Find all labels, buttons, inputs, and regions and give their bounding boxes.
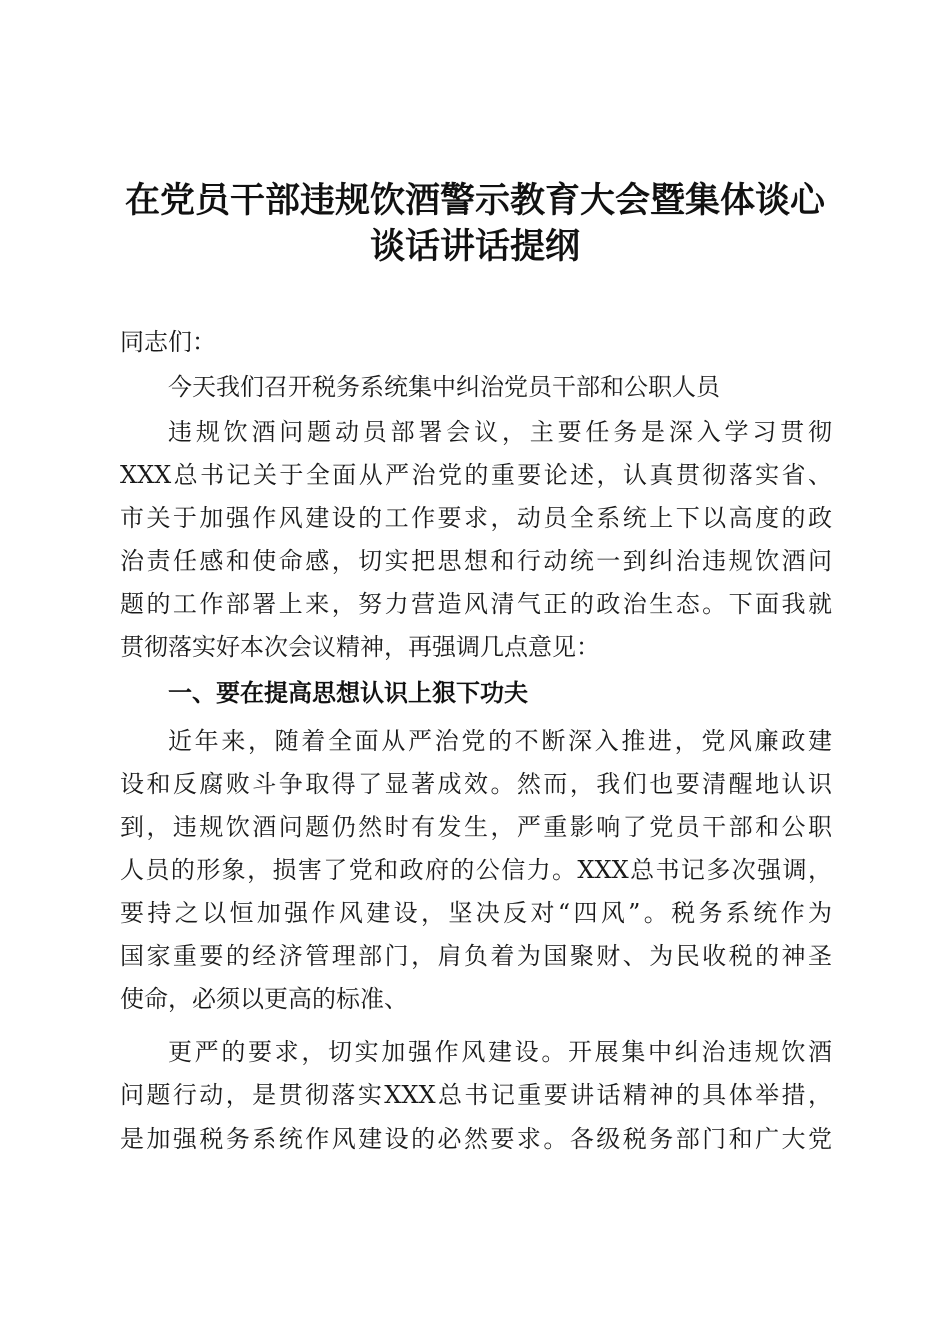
paragraph-line: 题的工作部署上来，努力营造风清气正的政治生态。下面我就 — [120, 590, 832, 618]
paragraph-line: 设和反腐败斗争取得了显著成效。然而，我们也要清醒地认识 — [120, 770, 832, 798]
paragraph-line: 是加强税务系统作风建设的必然要求。各级税务部门和广大党 — [120, 1125, 832, 1153]
paragraph-line: 近年来，随着全面从严治党的不断深入推进，党风廉政建 — [168, 727, 832, 755]
paragraph-line: 使命，必须以更高的标准、 — [120, 985, 408, 1013]
paragraph-line: 到，违规饮酒问题仍然时有发生，严重影响了党员干部和公职 — [120, 813, 832, 841]
paragraph-line: 贯彻落实好本次会议精神，再强调几点意见： — [120, 633, 600, 661]
paragraph-line: 今天我们召开税务系统集中纠治党员干部和公职人员 — [168, 373, 720, 401]
paragraph-line: 要持之以恒加强作风建设，坚决反对“四风”。税务系统作为 — [120, 899, 832, 927]
paragraph-line: 人员的形象，损害了党和政府的公信力。XXX总书记多次强调， — [120, 856, 832, 884]
paragraph-line: 治责任感和使命感，切实把思想和行动统一到纠治违规饮酒问 — [120, 547, 832, 575]
paragraph-line: XXX总书记关于全面从严治党的重要论述，认真贯彻落实省、 — [120, 461, 832, 489]
salutation: 同志们： — [120, 328, 216, 356]
paragraph-line: 国家重要的经济管理部门，肩负着为国聚财、为民收税的神圣 — [120, 942, 832, 970]
paragraph-line: 违规饮酒问题动员部署会议，主要任务是深入学习贯彻 — [168, 418, 832, 446]
paragraph-line: 更严的要求，切实加强作风建设。开展集中纠治违规饮酒 — [168, 1038, 832, 1066]
document-title-line-2: 谈话讲话提纲 — [369, 226, 580, 267]
document-title-line-1: 在党员干部违规饮酒警示教育大会暨集体谈心 — [124, 180, 825, 221]
paragraph-line: 市关于加强作风建设的工作要求，动员全系统上下以高度的政 — [120, 504, 832, 532]
paragraph-line: 问题行动，是贯彻落实XXX总书记重要讲话精神的具体举措， — [120, 1081, 832, 1109]
section-heading: 一、要在提高思想认识上狠下功夫 — [168, 679, 528, 707]
